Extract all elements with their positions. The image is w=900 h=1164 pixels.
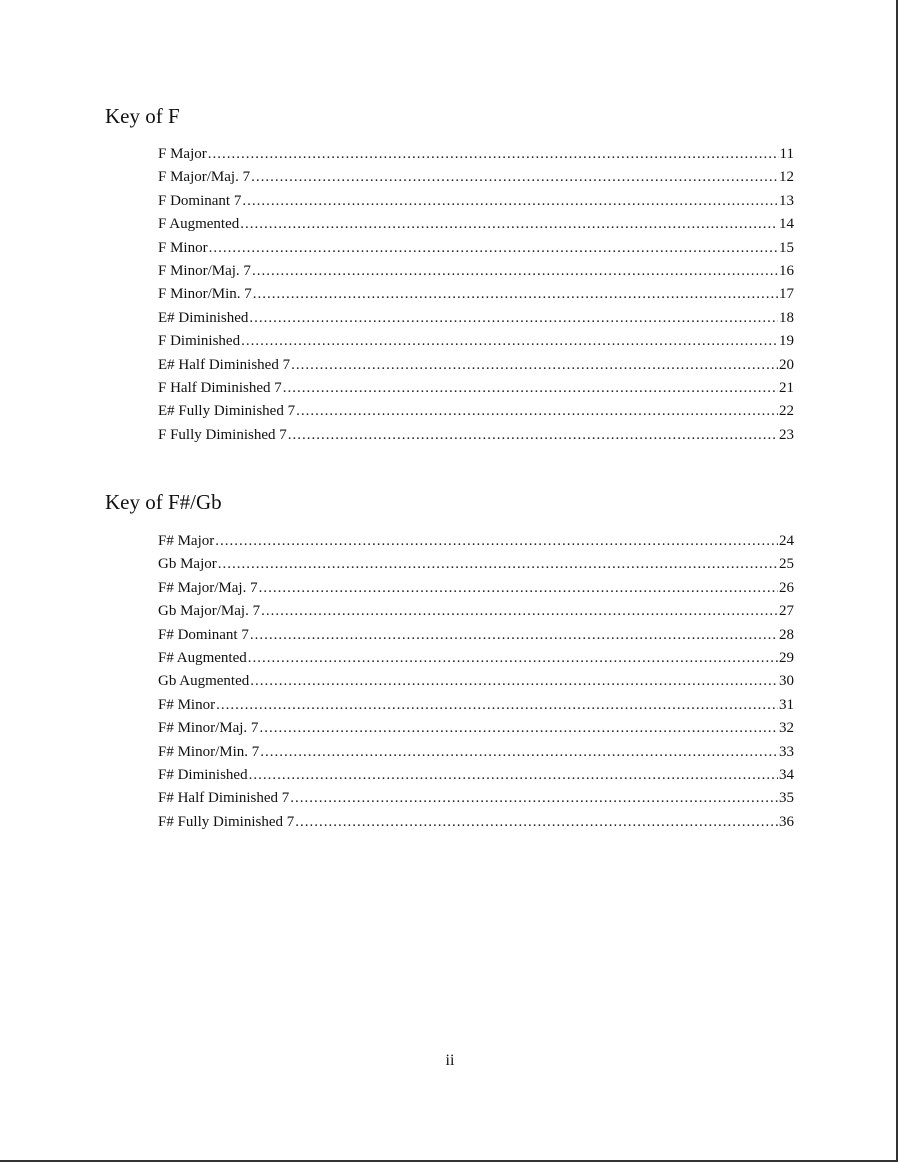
toc-entry[interactable]	[158, 627, 794, 650]
toc-entry-page-number: 34	[779, 766, 794, 783]
toc-list-key-of-f-sharp-g-flat	[158, 533, 794, 837]
toc-entry-label: F# Major	[158, 533, 215, 549]
toc-entry[interactable]	[158, 790, 794, 813]
toc-entry-label: F# Dominant 7	[158, 626, 249, 643]
toc-entry-label: F# Major/Maj. 7	[158, 579, 258, 596]
toc-entry-page-number: 22	[779, 403, 794, 420]
toc-entry[interactable]	[158, 673, 794, 696]
dot-leader	[215, 533, 778, 550]
toc-entry-label: F Minor/Min. 7	[158, 286, 252, 303]
dot-leader	[260, 744, 778, 761]
toc-entry[interactable]	[158, 767, 794, 790]
toc-entry-page-number: 27	[779, 603, 794, 620]
toc-entry[interactable]	[158, 263, 794, 286]
toc-entry-page-number: 33	[779, 743, 794, 760]
toc-entry-page-number: 35	[779, 790, 794, 807]
toc-entry-page-number: 11	[779, 146, 794, 162]
toc-entry-label: E# Diminished	[158, 309, 249, 326]
toc-entry-label: F Major/Maj. 7	[158, 169, 251, 186]
toc-entry[interactable]	[158, 169, 794, 192]
toc-entry[interactable]	[158, 146, 794, 169]
toc-entry[interactable]	[158, 357, 794, 380]
dot-leader	[250, 673, 778, 690]
toc-entry[interactable]	[158, 556, 794, 579]
toc-entry[interactable]	[158, 580, 794, 603]
toc-entry[interactable]	[158, 697, 794, 720]
toc-entry-label: F Diminished	[158, 333, 241, 350]
toc-entry[interactable]	[158, 533, 794, 556]
section-heading-key-of-f: Key of F	[105, 104, 180, 128]
dot-leader	[252, 263, 778, 280]
toc-entry-page-number: 12	[779, 169, 794, 186]
toc-entry[interactable]	[158, 720, 794, 743]
toc-entry-label: Gb Major/Maj. 7	[158, 603, 261, 620]
dot-leader	[296, 403, 778, 420]
toc-entry-label: F# Augmented	[158, 649, 247, 666]
dot-leader	[251, 169, 778, 186]
toc-entry-page-number: 31	[779, 696, 794, 713]
toc-entry-page-number: 16	[779, 262, 794, 279]
toc-entry-page-number: 36	[779, 813, 794, 830]
toc-entry-page-number: 17	[779, 286, 794, 303]
toc-entry-page-number: 25	[779, 556, 794, 573]
toc-entry-page-number: 29	[779, 649, 794, 666]
dot-leader	[248, 650, 778, 667]
dot-leader	[216, 697, 778, 714]
toc-entry-label: F Major	[158, 146, 207, 162]
toc-entry-label: F# Half Diminished 7	[158, 790, 290, 807]
toc-entry-label: F# Minor/Maj. 7	[158, 720, 259, 737]
toc-entry-label: F Augmented	[158, 216, 240, 233]
toc-entry[interactable]	[158, 403, 794, 426]
toc-entry-label: F# Minor/Min. 7	[158, 743, 260, 760]
dot-leader	[209, 240, 778, 257]
toc-entry-page-number: 15	[779, 239, 794, 256]
toc-entry-label: F# Minor	[158, 696, 216, 713]
toc-entry-label: F# Diminished	[158, 766, 248, 783]
toc-entry-label: Gb Augmented	[158, 673, 250, 690]
toc-entry-page-number: 23	[779, 426, 794, 443]
dot-leader	[242, 193, 778, 210]
dot-leader	[291, 357, 778, 374]
toc-entry[interactable]	[158, 310, 794, 333]
dot-leader	[283, 380, 778, 397]
toc-entry-label: F Fully Diminished 7	[158, 426, 287, 443]
toc-entry-page-number: 20	[779, 356, 794, 373]
toc-entry[interactable]	[158, 380, 794, 403]
toc-entry-page-number: 13	[779, 192, 794, 209]
dot-leader	[208, 146, 779, 163]
toc-entry[interactable]	[158, 216, 794, 239]
toc-entry[interactable]	[158, 603, 794, 626]
toc-entry-label: F# Fully Diminished 7	[158, 813, 295, 830]
dot-leader	[218, 556, 778, 573]
toc-entry-page-number: 19	[779, 333, 794, 350]
toc-entry-label: F Minor/Maj. 7	[158, 262, 251, 279]
toc-entry-page-number: 24	[779, 533, 794, 549]
dot-leader	[288, 427, 778, 444]
dot-leader	[250, 627, 778, 644]
toc-entry[interactable]	[158, 744, 794, 767]
dot-leader	[240, 216, 778, 233]
toc-entry[interactable]	[158, 286, 794, 309]
dot-leader	[295, 814, 778, 831]
toc-entry-page-number: 30	[779, 673, 794, 690]
dot-leader	[249, 310, 778, 327]
toc-entry[interactable]	[158, 333, 794, 356]
toc-entry-page-number: 21	[779, 379, 794, 396]
dot-leader	[261, 603, 778, 620]
section-heading-key-of-f-sharp-g-flat: Key of F#/Gb	[105, 490, 222, 514]
toc-entry-label: F Dominant 7	[158, 192, 242, 209]
toc-entry-page-number: 32	[779, 720, 794, 737]
toc-entry-label: Gb Major	[158, 556, 217, 573]
toc-entry-label: F Half Diminished 7	[158, 379, 282, 396]
toc-entry-page-number: 14	[779, 216, 794, 233]
toc-entry-page-number: 26	[779, 579, 794, 596]
toc-entry-page-number: 28	[779, 626, 794, 643]
toc-entry[interactable]	[158, 814, 794, 837]
toc-list-key-of-f	[158, 146, 794, 450]
dot-leader	[259, 580, 778, 597]
dot-leader	[249, 767, 778, 784]
dot-leader	[259, 720, 778, 737]
toc-entry-label: F Minor	[158, 239, 208, 256]
toc-entry[interactable]	[158, 427, 794, 450]
toc-entry-page-number: 18	[779, 309, 794, 326]
toc-entry-label: E# Fully Diminished 7	[158, 403, 296, 420]
dot-leader	[290, 790, 778, 807]
toc-entry[interactable]	[158, 650, 794, 673]
toc-entry[interactable]	[158, 240, 794, 263]
page-number: ii	[445, 1052, 455, 1069]
toc-entry-label: E# Half Diminished 7	[158, 356, 291, 373]
dot-leader	[241, 333, 778, 350]
toc-entry[interactable]	[158, 193, 794, 216]
dot-leader	[253, 286, 778, 303]
